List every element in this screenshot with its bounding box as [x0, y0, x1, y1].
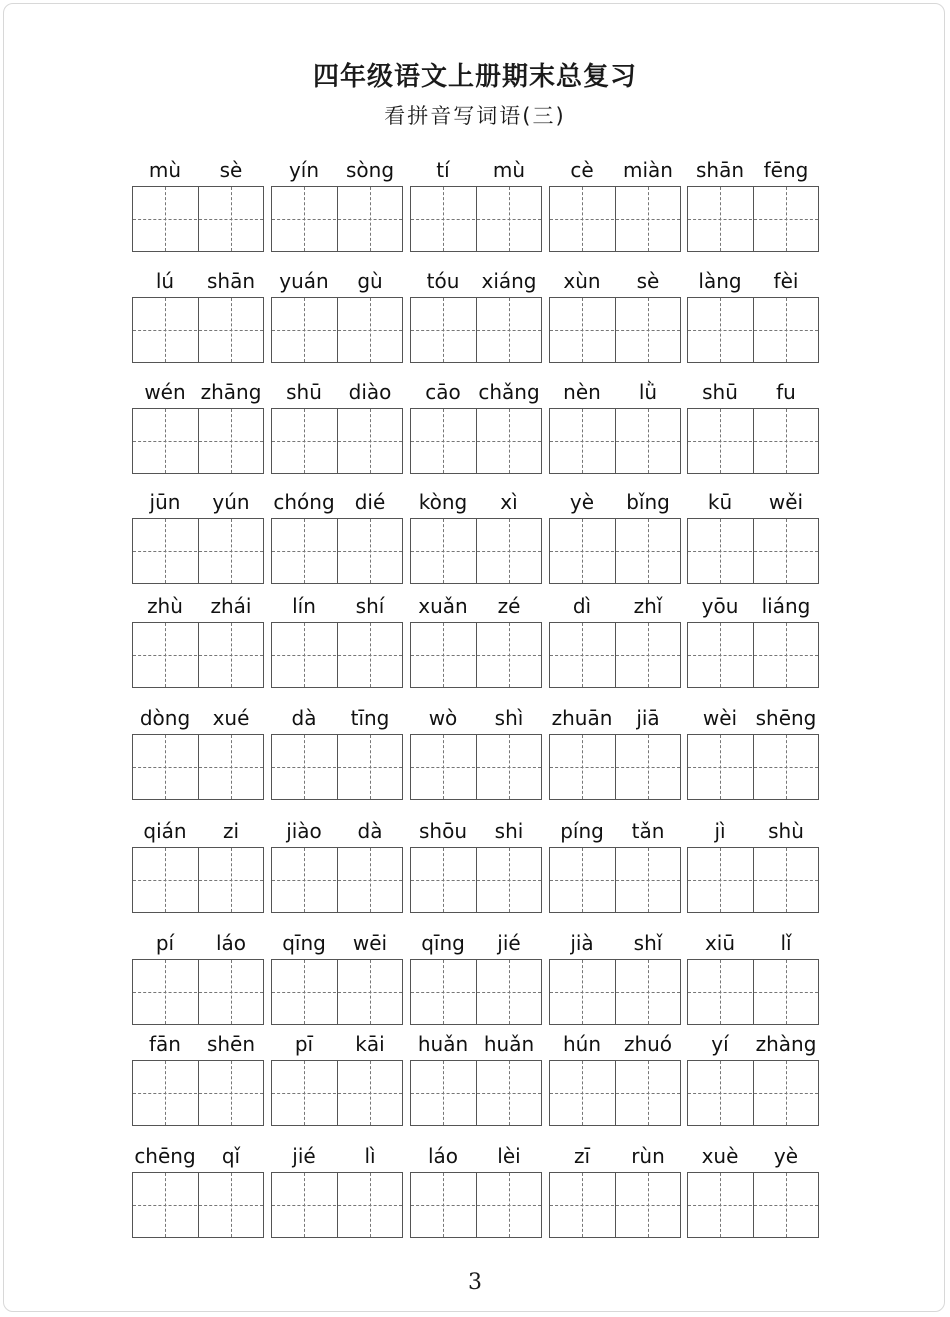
guide-line [133, 655, 263, 656]
tianzige-writing-box[interactable] [132, 1172, 264, 1238]
pinyin-syllable: shān [206, 269, 256, 293]
tianzige-writing-box[interactable] [549, 959, 681, 1025]
word-item [687, 380, 821, 480]
guide-line [411, 219, 541, 220]
pinyin-syllable: shǐ [633, 931, 663, 955]
tianzige-writing-box[interactable] [271, 734, 403, 800]
pinyin-syllable: píng [560, 819, 604, 843]
pinyin-syllable: xiáng [481, 269, 537, 293]
pinyin-syllable: kāi [355, 1032, 385, 1056]
guide-line [133, 551, 263, 552]
page-title: 四年级语文上册期末总复习 [312, 62, 637, 92]
word-item [549, 1144, 683, 1244]
word-item [132, 269, 266, 369]
guide-line [688, 655, 818, 656]
guide-line [550, 992, 680, 993]
exercise-row [0, 1144, 950, 1244]
guide-line [688, 1093, 818, 1094]
guide-line [688, 1205, 818, 1206]
word-item [132, 158, 266, 258]
exercise-row [0, 819, 950, 919]
tianzige-writing-box[interactable] [132, 297, 264, 363]
guide-line [272, 1093, 402, 1094]
word-item [549, 706, 683, 806]
tianzige-writing-box[interactable] [271, 1060, 403, 1126]
tianzige-writing-box[interactable] [410, 622, 542, 688]
tianzige-writing-box[interactable] [687, 1172, 819, 1238]
guide-line [550, 551, 680, 552]
guide-line [133, 992, 263, 993]
pinyin-syllable: lì [364, 1144, 376, 1168]
word-item [271, 269, 405, 369]
guide-line [411, 767, 541, 768]
word-item [549, 490, 683, 590]
guide-line [272, 880, 402, 881]
pinyin-syllable: shì [494, 706, 524, 730]
word-item [410, 1032, 544, 1132]
pinyin-syllable: zhuó [623, 1032, 673, 1056]
tianzige-writing-box[interactable] [271, 297, 403, 363]
guide-line [272, 1205, 402, 1206]
word-item [132, 819, 266, 919]
guide-line [411, 330, 541, 331]
guide-line [688, 767, 818, 768]
guide-line [272, 441, 402, 442]
word-item [687, 706, 821, 806]
tianzige-writing-box[interactable] [410, 1060, 542, 1126]
pinyin-syllable: sòng [345, 158, 395, 182]
word-item [410, 380, 544, 480]
pinyin-syllable: zhái [210, 594, 252, 618]
word-item [132, 490, 266, 590]
pinyin-syllable: fu [776, 380, 796, 404]
guide-line [272, 330, 402, 331]
pinyin-syllable: fān [149, 1032, 181, 1056]
pinyin-syllable: chóng [273, 490, 335, 514]
tianzige-writing-box[interactable] [687, 847, 819, 913]
pinyin-syllable: làng [698, 269, 742, 293]
word-item [271, 594, 405, 694]
exercise-row [0, 269, 950, 369]
exercise-row [0, 380, 950, 480]
exercise-row [0, 1032, 950, 1132]
tianzige-writing-box[interactable] [549, 186, 681, 252]
guide-line [688, 551, 818, 552]
tianzige-writing-box[interactable] [410, 297, 542, 363]
tianzige-writing-box[interactable] [687, 622, 819, 688]
tianzige-writing-box[interactable] [410, 959, 542, 1025]
pinyin-syllable: shōu [418, 819, 467, 843]
pinyin-syllable: dà [291, 706, 317, 730]
pinyin-syllable: zhuān [551, 706, 613, 730]
guide-line [550, 767, 680, 768]
guide-line [272, 767, 402, 768]
pinyin-syllable: xuǎn [418, 594, 468, 618]
tianzige-writing-box[interactable] [132, 408, 264, 474]
word-item [271, 931, 405, 1031]
pinyin-syllable: qīng [421, 931, 465, 955]
guide-line [133, 767, 263, 768]
tianzige-writing-box[interactable] [271, 186, 403, 252]
word-item [549, 158, 683, 258]
pinyin-syllable: yōu [701, 594, 739, 618]
word-item [410, 490, 544, 590]
guide-line [688, 880, 818, 881]
pinyin-syllable: sè [636, 269, 660, 293]
tianzige-writing-box[interactable] [410, 408, 542, 474]
tianzige-writing-box[interactable] [549, 518, 681, 584]
tianzige-writing-box[interactable] [271, 622, 403, 688]
pinyin-syllable: shí [355, 594, 385, 618]
pinyin-syllable: dà [357, 819, 383, 843]
pinyin-syllable: shū [286, 380, 322, 404]
exercise-row [0, 158, 950, 258]
pinyin-syllable: jià [570, 931, 594, 955]
guide-line [411, 655, 541, 656]
pinyin-syllable: fèi [773, 269, 799, 293]
guide-line [133, 1093, 263, 1094]
word-item [132, 931, 266, 1031]
guide-line [411, 992, 541, 993]
pinyin-syllable: pí [155, 931, 175, 955]
pinyin-syllable: diào [348, 380, 392, 404]
tianzige-writing-box[interactable] [410, 734, 542, 800]
exercise-row [0, 490, 950, 590]
guide-line [550, 655, 680, 656]
exercise-row [0, 931, 950, 1031]
pinyin-syllable: zhù [147, 594, 183, 618]
word-item [271, 158, 405, 258]
pinyin-syllable: yè [569, 490, 595, 514]
tianzige-writing-box[interactable] [410, 186, 542, 252]
word-item [687, 931, 821, 1031]
word-item [410, 931, 544, 1031]
pinyin-syllable: shān [695, 158, 745, 182]
pinyin-syllable: tóu [426, 269, 460, 293]
tianzige-writing-box[interactable] [410, 1172, 542, 1238]
tianzige-writing-box[interactable] [549, 622, 681, 688]
pinyin-syllable: zé [497, 594, 521, 618]
guide-line [550, 441, 680, 442]
pinyin-syllable: nèn [563, 380, 601, 404]
tianzige-writing-box[interactable] [132, 959, 264, 1025]
pinyin-syllable: láo [427, 1144, 459, 1168]
tianzige-writing-box[interactable] [687, 1060, 819, 1126]
pinyin-syllable: cāo [425, 380, 461, 404]
pinyin-syllable: huǎn [417, 1032, 469, 1056]
pinyin-syllable: xué [212, 706, 250, 730]
pinyin-syllable: mù [148, 158, 182, 182]
guide-line [133, 1205, 263, 1206]
pinyin-syllable: sè [219, 158, 243, 182]
pinyin-syllable: dì [572, 594, 592, 618]
pinyin-syllable: láo [215, 931, 247, 955]
tianzige-writing-box[interactable] [410, 518, 542, 584]
pinyin-syllable: yún [212, 490, 250, 514]
guide-line [133, 330, 263, 331]
guide-line [411, 1093, 541, 1094]
guide-line [133, 441, 263, 442]
tianzige-writing-box[interactable] [687, 959, 819, 1025]
pinyin-syllable: zhāng [200, 380, 262, 404]
pinyin-syllable: pī [294, 1032, 314, 1056]
pinyin-syllable: kū [707, 490, 733, 514]
tianzige-writing-box[interactable] [132, 847, 264, 913]
tianzige-writing-box[interactable] [549, 408, 681, 474]
pinyin-syllable: mù [492, 158, 526, 182]
pinyin-syllable: tīng [350, 706, 390, 730]
guide-line [688, 441, 818, 442]
tianzige-writing-box[interactable] [549, 297, 681, 363]
word-item [410, 158, 544, 258]
pinyin-syllable: jié [292, 1144, 316, 1168]
word-item [132, 380, 266, 480]
tianzige-writing-box[interactable] [132, 1060, 264, 1126]
pinyin-syllable: lèi [497, 1144, 521, 1168]
tianzige-writing-box[interactable] [271, 959, 403, 1025]
pinyin-syllable: hún [562, 1032, 602, 1056]
pinyin-syllable: jiào [286, 819, 322, 843]
guide-line [272, 219, 402, 220]
pinyin-syllable: tí [436, 158, 450, 182]
word-item [132, 706, 266, 806]
pinyin-syllable: zi [222, 819, 240, 843]
pinyin-syllable: dòng [139, 706, 191, 730]
pinyin-syllable: yuán [279, 269, 329, 293]
tianzige-writing-box[interactable] [687, 734, 819, 800]
page-subtitle: 看拼音写词语(三) [384, 104, 566, 128]
pinyin-syllable: yè [773, 1144, 799, 1168]
word-item [132, 594, 266, 694]
pinyin-syllable: chēng [134, 1144, 196, 1168]
guide-line [133, 880, 263, 881]
tianzige-writing-box[interactable] [410, 847, 542, 913]
word-item [410, 706, 544, 806]
pinyin-syllable: yín [288, 158, 320, 182]
pinyin-syllable: shū [702, 380, 738, 404]
tianzige-writing-box[interactable] [271, 847, 403, 913]
guide-line [688, 219, 818, 220]
guide-line [550, 1205, 680, 1206]
tianzige-writing-box[interactable] [132, 734, 264, 800]
word-item [687, 1144, 821, 1244]
tianzige-writing-box[interactable] [271, 408, 403, 474]
word-item [687, 490, 821, 590]
word-item [410, 269, 544, 369]
guide-line [272, 655, 402, 656]
pinyin-syllable: qīng [282, 931, 326, 955]
tianzige-writing-box[interactable] [132, 622, 264, 688]
word-item [271, 1032, 405, 1132]
exercise-row [0, 594, 950, 694]
pinyin-syllable: xiū [704, 931, 736, 955]
guide-line [411, 880, 541, 881]
word-item [549, 269, 683, 369]
tianzige-writing-box[interactable] [549, 1172, 681, 1238]
word-item [132, 1032, 266, 1132]
guide-line [411, 1205, 541, 1206]
word-item [549, 819, 683, 919]
word-item [410, 1144, 544, 1244]
pinyin-syllable: shù [768, 819, 804, 843]
pinyin-syllable: dié [354, 490, 386, 514]
word-item [687, 269, 821, 369]
pinyin-syllable: qǐ [221, 1144, 241, 1168]
word-item [549, 594, 683, 694]
word-item [271, 490, 405, 590]
pinyin-syllable: shi [494, 819, 524, 843]
pinyin-syllable: lǐ [780, 931, 792, 955]
pinyin-syllable: fēng [763, 158, 809, 182]
guide-line [550, 219, 680, 220]
pinyin-syllable: tǎn [631, 819, 665, 843]
pinyin-syllable: huǎn [483, 1032, 535, 1056]
page-number: 3 [468, 1270, 482, 1295]
pinyin-syllable: bǐng [626, 490, 670, 514]
guide-line [550, 1093, 680, 1094]
word-item [687, 819, 821, 919]
pinyin-syllable: chǎng [478, 380, 540, 404]
pinyin-syllable: kòng [418, 490, 468, 514]
pinyin-syllable: xuè [701, 1144, 739, 1168]
guide-line [272, 551, 402, 552]
tianzige-writing-box[interactable] [687, 186, 819, 252]
word-item [410, 819, 544, 919]
word-item [549, 1032, 683, 1132]
pinyin-syllable: zī [573, 1144, 591, 1168]
word-item [687, 158, 821, 258]
word-item [687, 1032, 821, 1132]
tianzige-writing-box[interactable] [687, 408, 819, 474]
word-item [549, 380, 683, 480]
tianzige-writing-box[interactable] [687, 518, 819, 584]
pinyin-syllable: wēi [352, 931, 388, 955]
word-item [271, 819, 405, 919]
guide-line [272, 992, 402, 993]
exercise-row [0, 706, 950, 806]
word-item [271, 380, 405, 480]
tianzige-writing-box[interactable] [132, 518, 264, 584]
pinyin-syllable: wěi [768, 490, 804, 514]
pinyin-syllable: gù [357, 269, 383, 293]
word-item [271, 1144, 405, 1244]
pinyin-syllable: zhàng [755, 1032, 817, 1056]
word-item [410, 594, 544, 694]
tianzige-writing-box[interactable] [132, 186, 264, 252]
guide-line [133, 219, 263, 220]
tianzige-writing-box[interactable] [549, 847, 681, 913]
word-item [132, 1144, 266, 1244]
pinyin-syllable: cè [570, 158, 594, 182]
pinyin-syllable: zhǐ [633, 594, 663, 618]
pinyin-syllable: xùn [563, 269, 601, 293]
pinyin-syllable: lǜ [638, 380, 658, 404]
pinyin-syllable: wén [144, 380, 186, 404]
pinyin-syllable: wèi [702, 706, 738, 730]
guide-line [688, 330, 818, 331]
tianzige-writing-box[interactable] [271, 518, 403, 584]
pinyin-syllable: jì [714, 819, 726, 843]
pinyin-syllable: wò [428, 706, 458, 730]
tianzige-writing-box[interactable] [271, 1172, 403, 1238]
word-item [687, 594, 821, 694]
pinyin-syllable: rùn [631, 1144, 665, 1168]
tianzige-writing-box[interactable] [549, 734, 681, 800]
pinyin-syllable: xì [500, 490, 518, 514]
pinyin-syllable: shēng [755, 706, 817, 730]
pinyin-syllable: lú [155, 269, 175, 293]
pinyin-syllable: jié [497, 931, 521, 955]
pinyin-syllable: jiā [636, 706, 660, 730]
word-item [549, 931, 683, 1031]
guide-line [411, 441, 541, 442]
pinyin-syllable: qián [143, 819, 187, 843]
pinyin-syllable: liáng [761, 594, 811, 618]
tianzige-writing-box[interactable] [549, 1060, 681, 1126]
pinyin-syllable: jūn [149, 490, 181, 514]
guide-line [411, 551, 541, 552]
pinyin-syllable: shēn [206, 1032, 256, 1056]
guide-line [688, 992, 818, 993]
guide-line [550, 880, 680, 881]
guide-line [550, 330, 680, 331]
word-item [271, 706, 405, 806]
pinyin-syllable: yí [711, 1032, 729, 1056]
pinyin-syllable: lín [292, 594, 316, 618]
tianzige-writing-box[interactable] [687, 297, 819, 363]
pinyin-syllable: miàn [623, 158, 673, 182]
